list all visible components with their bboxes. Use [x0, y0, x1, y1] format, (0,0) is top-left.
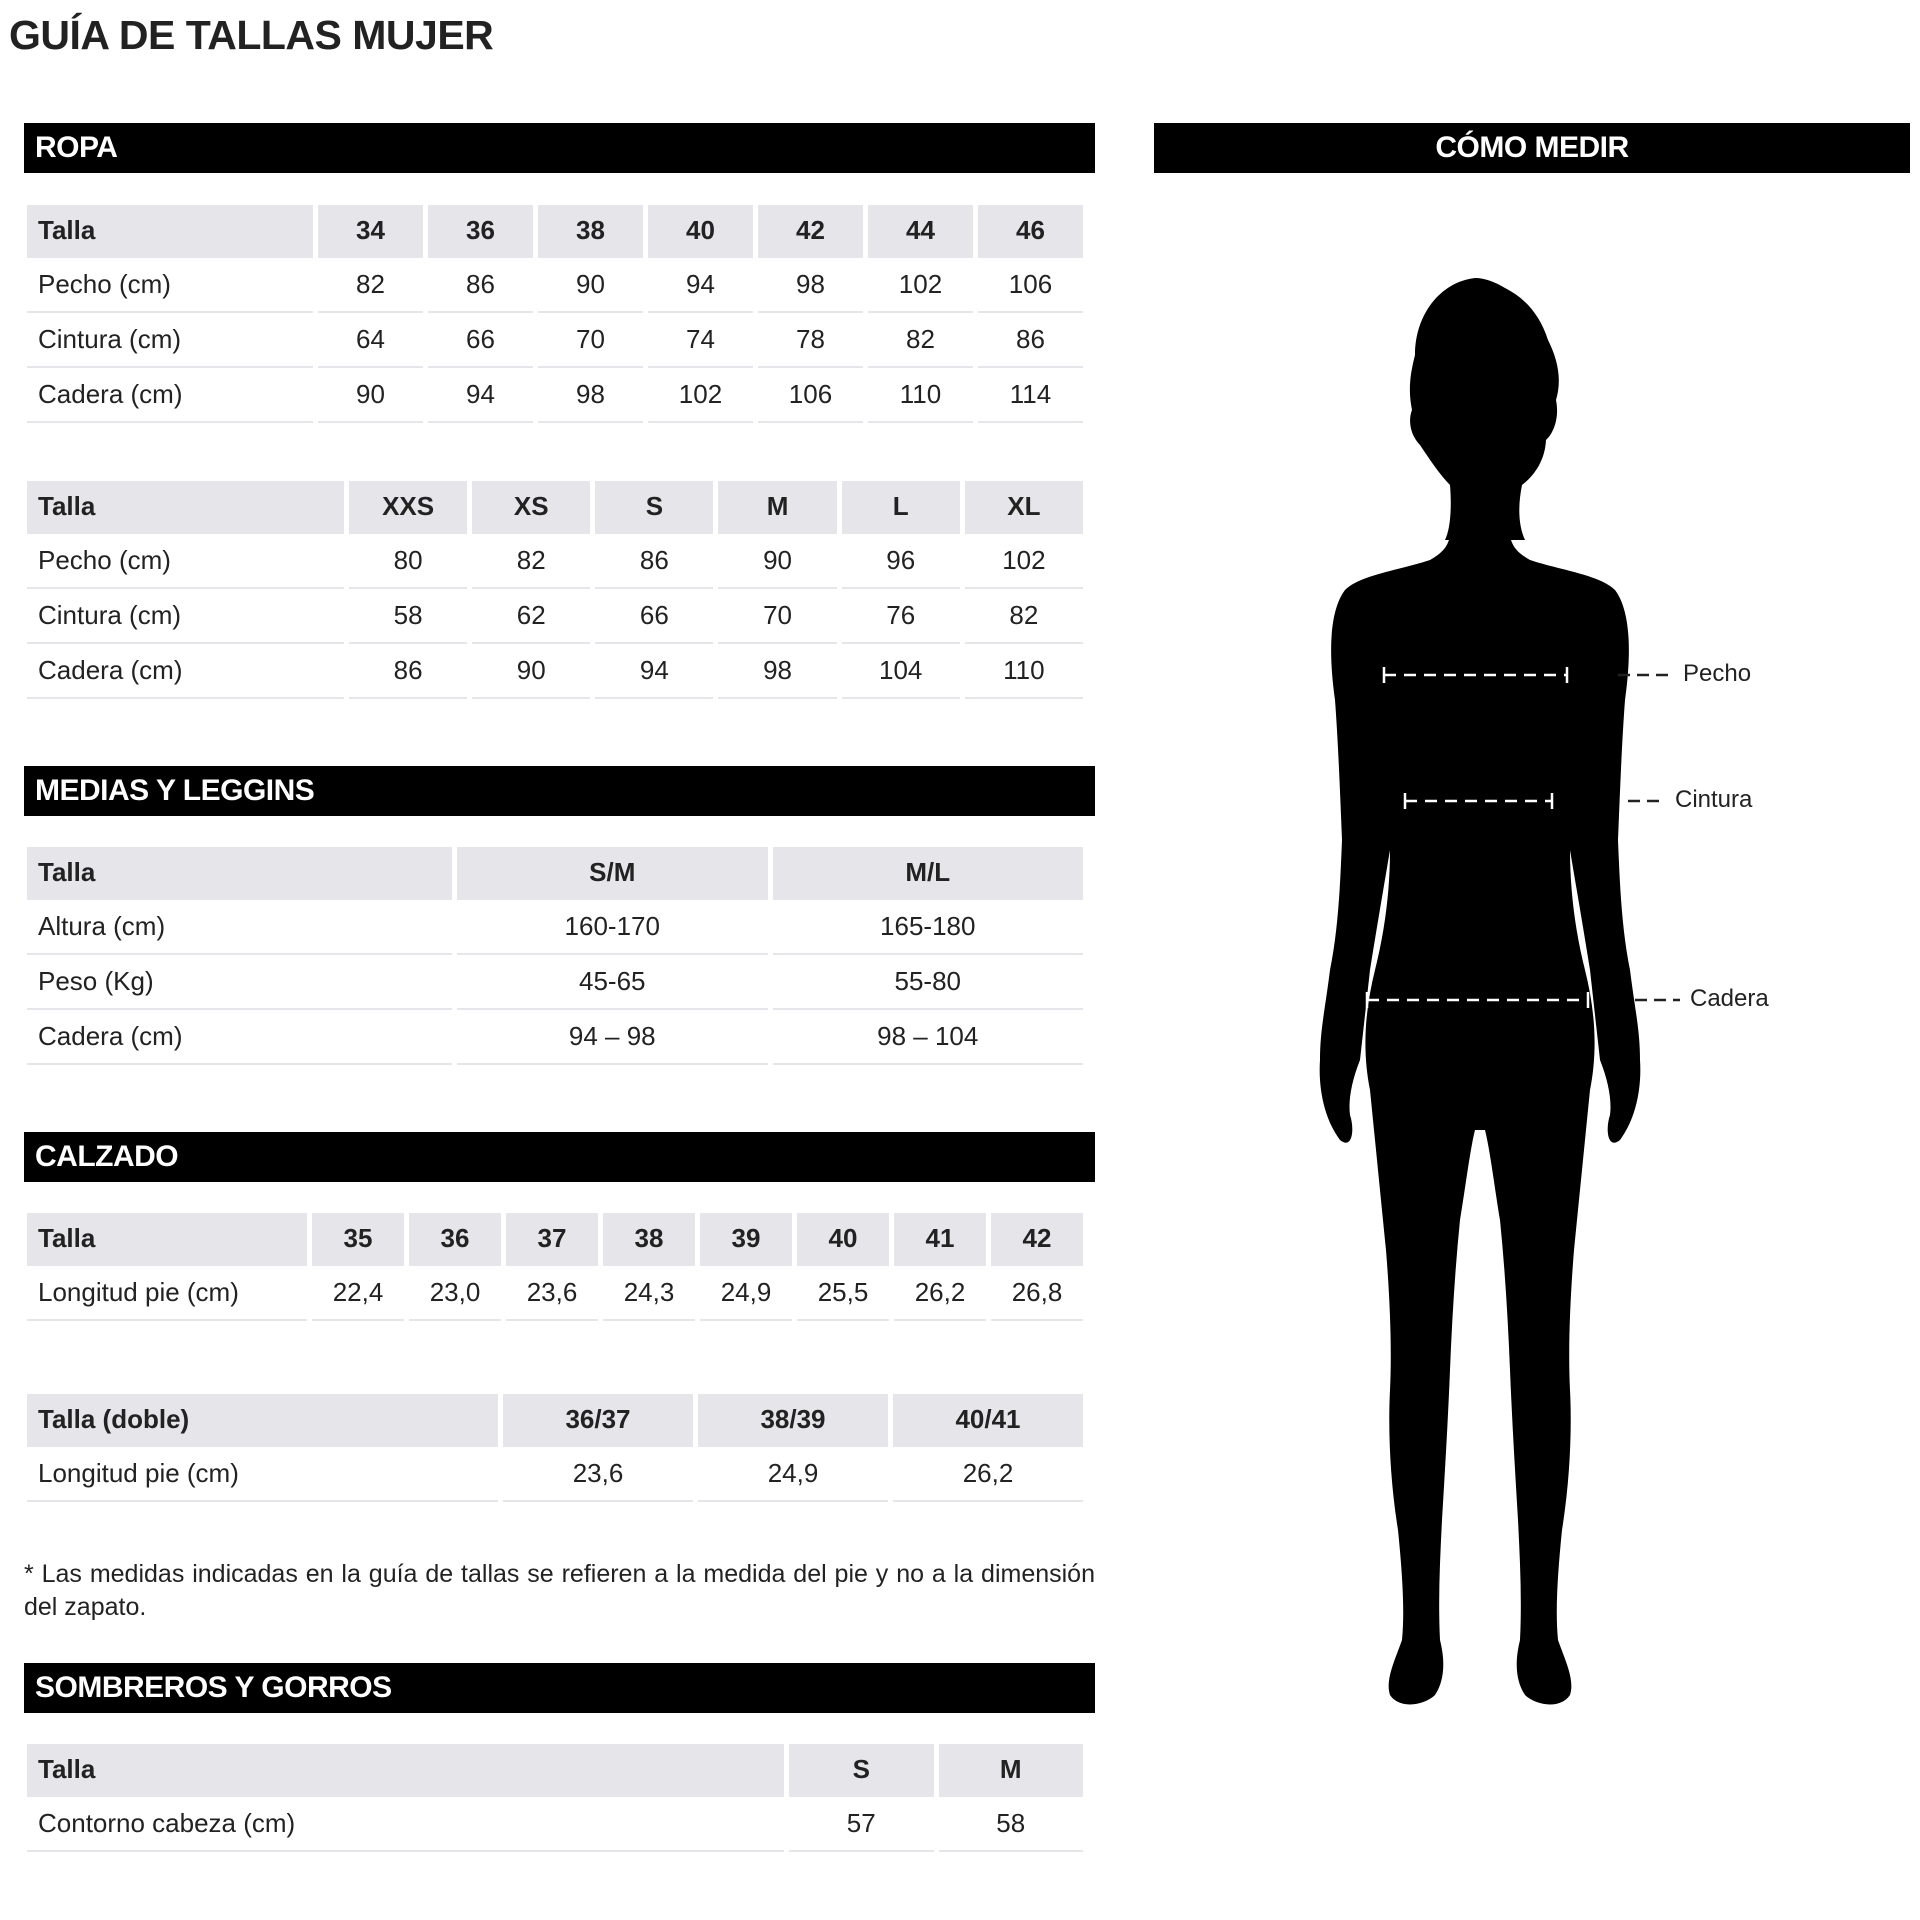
- value-cell: 74: [648, 313, 753, 368]
- size-tables-column: [24, 123, 1095, 1852]
- value-cell: 58: [349, 589, 467, 644]
- size-header-cell: 36/37: [503, 1394, 693, 1447]
- value-cell: 24,9: [698, 1447, 888, 1502]
- how-to-measure-column: [1154, 123, 1910, 173]
- value-cell: 23,6: [503, 1447, 693, 1502]
- header-label-cell: Talla: [27, 1744, 784, 1797]
- value-cell: 94: [648, 258, 753, 313]
- value-cell: 98: [538, 368, 643, 423]
- header-label-cell: Talla: [27, 481, 344, 534]
- value-cell: 26,2: [893, 1447, 1083, 1502]
- size-header-cell: 42: [758, 205, 863, 258]
- value-cell: 45-65: [457, 955, 768, 1010]
- woman-silhouette-figure: [1290, 270, 1790, 1790]
- header-label-cell: Talla (doble): [27, 1394, 498, 1447]
- section-medias-header: MEDIAS Y LEGGINS: [24, 766, 1095, 816]
- section-ropa-header: ROPA: [24, 123, 1095, 173]
- value-cell: 82: [318, 258, 423, 313]
- label-cintura: Cintura: [1675, 786, 1753, 813]
- value-cell: 23,0: [409, 1266, 501, 1321]
- value-cell: 26,8: [991, 1266, 1083, 1321]
- measurement-leaders: [1618, 675, 1680, 1000]
- size-header-cell: S: [595, 481, 713, 534]
- section-como-medir-header: CÓMO MEDIR: [1154, 123, 1910, 173]
- value-cell: 80: [349, 534, 467, 589]
- size-header-cell: XL: [965, 481, 1083, 534]
- page-title: GUÍA DE TALLAS MUJER: [9, 12, 494, 58]
- header-row: [27, 1744, 1083, 1797]
- ropa-numeric-table: [22, 205, 1088, 423]
- value-cell: 26,2: [894, 1266, 986, 1321]
- value-cell: 102: [868, 258, 973, 313]
- table-row: [27, 644, 1083, 699]
- value-cell: 160-170: [457, 900, 768, 955]
- section-sombreros-header: SOMBREROS Y GORROS: [24, 1663, 1095, 1713]
- sombreros-table: [22, 1744, 1088, 1852]
- row-label-cell: Pecho (cm): [27, 534, 344, 589]
- size-header-cell: 39: [700, 1213, 792, 1266]
- header-row: [27, 481, 1083, 534]
- size-header-cell: 36: [409, 1213, 501, 1266]
- value-cell: 90: [718, 534, 836, 589]
- size-header-cell: S: [789, 1744, 934, 1797]
- row-label-cell: Pecho (cm): [27, 258, 313, 313]
- value-cell: 110: [965, 644, 1083, 699]
- value-cell: 94: [428, 368, 533, 423]
- value-cell: 90: [472, 644, 590, 699]
- header-label-cell: Talla: [27, 205, 313, 258]
- table-row: [27, 368, 1083, 423]
- value-cell: 66: [595, 589, 713, 644]
- value-cell: 82: [472, 534, 590, 589]
- row-label-cell: Altura (cm): [27, 900, 452, 955]
- value-cell: 102: [648, 368, 753, 423]
- table-row: [27, 258, 1083, 313]
- value-cell: 165-180: [773, 900, 1084, 955]
- calzado-table: [22, 1213, 1088, 1321]
- row-label-cell: Cintura (cm): [27, 313, 313, 368]
- row-label-cell: Longitud pie (cm): [27, 1447, 498, 1502]
- table-row: [27, 1010, 1083, 1065]
- header-row: [27, 205, 1083, 258]
- value-cell: 58: [939, 1797, 1084, 1852]
- value-cell: 114: [978, 368, 1083, 423]
- size-header-cell: XXS: [349, 481, 467, 534]
- size-header-cell: 46: [978, 205, 1083, 258]
- table-row: [27, 534, 1083, 589]
- row-label-cell: Cadera (cm): [27, 1010, 452, 1065]
- value-cell: 86: [428, 258, 533, 313]
- value-cell: 86: [595, 534, 713, 589]
- size-header-cell: 40: [648, 205, 753, 258]
- table-row: [27, 1797, 1083, 1852]
- row-label-cell: Longitud pie (cm): [27, 1266, 307, 1321]
- value-cell: 62: [472, 589, 590, 644]
- size-header-cell: 44: [868, 205, 973, 258]
- value-cell: 90: [318, 368, 423, 423]
- value-cell: 82: [965, 589, 1083, 644]
- footwear-note: * Las medidas indicadas en la guía de tallas se refieren a la medida del pie y no a la dimensión del zapato.: [24, 1560, 1095, 1621]
- value-cell: 94: [595, 644, 713, 699]
- value-cell: 78: [758, 313, 863, 368]
- header-row: [27, 1213, 1083, 1266]
- header-label-cell: Talla: [27, 847, 452, 900]
- size-header-cell: 35: [312, 1213, 404, 1266]
- size-header-cell: 40: [797, 1213, 889, 1266]
- value-cell: 57: [789, 1797, 934, 1852]
- value-cell: 98: [718, 644, 836, 699]
- medias-table: [22, 847, 1088, 1065]
- value-cell: 94 – 98: [457, 1010, 768, 1065]
- table-row: [27, 1266, 1083, 1321]
- value-cell: 24,9: [700, 1266, 792, 1321]
- row-label-cell: Peso (Kg): [27, 955, 452, 1010]
- size-header-cell: M/L: [773, 847, 1084, 900]
- value-cell: 55-80: [773, 955, 1084, 1010]
- value-cell: 90: [538, 258, 643, 313]
- value-cell: 86: [978, 313, 1083, 368]
- value-cell: 70: [718, 589, 836, 644]
- row-label-cell: Contorno cabeza (cm): [27, 1797, 784, 1852]
- value-cell: 66: [428, 313, 533, 368]
- size-header-cell: 34: [318, 205, 423, 258]
- size-header-cell: XS: [472, 481, 590, 534]
- size-header-cell: 38/39: [698, 1394, 888, 1447]
- size-header-cell: 38: [538, 205, 643, 258]
- label-cadera: Cadera: [1690, 985, 1769, 1012]
- size-header-cell: 42: [991, 1213, 1083, 1266]
- value-cell: 102: [965, 534, 1083, 589]
- value-cell: 22,4: [312, 1266, 404, 1321]
- value-cell: 86: [349, 644, 467, 699]
- row-label-cell: Cadera (cm): [27, 644, 344, 699]
- size-header-cell: S/M: [457, 847, 768, 900]
- calzado-doble-table: [22, 1394, 1088, 1502]
- value-cell: 76: [842, 589, 960, 644]
- value-cell: 25,5: [797, 1266, 889, 1321]
- table-row: [27, 1447, 1083, 1502]
- row-label-cell: Cadera (cm): [27, 368, 313, 423]
- size-header-cell: 37: [506, 1213, 598, 1266]
- section-calzado-header: CALZADO: [24, 1132, 1095, 1182]
- silhouette-shape: [1320, 278, 1641, 1704]
- table-row: [27, 900, 1083, 955]
- size-header-cell: L: [842, 481, 960, 534]
- value-cell: 98: [758, 258, 863, 313]
- value-cell: 96: [842, 534, 960, 589]
- value-cell: 104: [842, 644, 960, 699]
- header-row: [27, 1394, 1083, 1447]
- size-header-cell: 41: [894, 1213, 986, 1266]
- value-cell: 23,6: [506, 1266, 598, 1321]
- size-header-cell: M: [939, 1744, 1084, 1797]
- value-cell: 98 – 104: [773, 1010, 1084, 1065]
- size-header-cell: 40/41: [893, 1394, 1083, 1447]
- label-pecho: Pecho: [1683, 660, 1752, 687]
- size-header-cell: 36: [428, 205, 533, 258]
- header-label-cell: Talla: [27, 1213, 307, 1266]
- value-cell: 64: [318, 313, 423, 368]
- size-header-cell: 38: [603, 1213, 695, 1266]
- value-cell: 70: [538, 313, 643, 368]
- value-cell: 82: [868, 313, 973, 368]
- table-row: [27, 955, 1083, 1010]
- value-cell: 24,3: [603, 1266, 695, 1321]
- ropa-letter-table: [22, 481, 1088, 699]
- header-row: [27, 847, 1083, 900]
- table-row: [27, 313, 1083, 368]
- value-cell: 106: [758, 368, 863, 423]
- table-row: [27, 589, 1083, 644]
- row-label-cell: Cintura (cm): [27, 589, 344, 644]
- value-cell: 110: [868, 368, 973, 423]
- size-header-cell: M: [718, 481, 836, 534]
- value-cell: 106: [978, 258, 1083, 313]
